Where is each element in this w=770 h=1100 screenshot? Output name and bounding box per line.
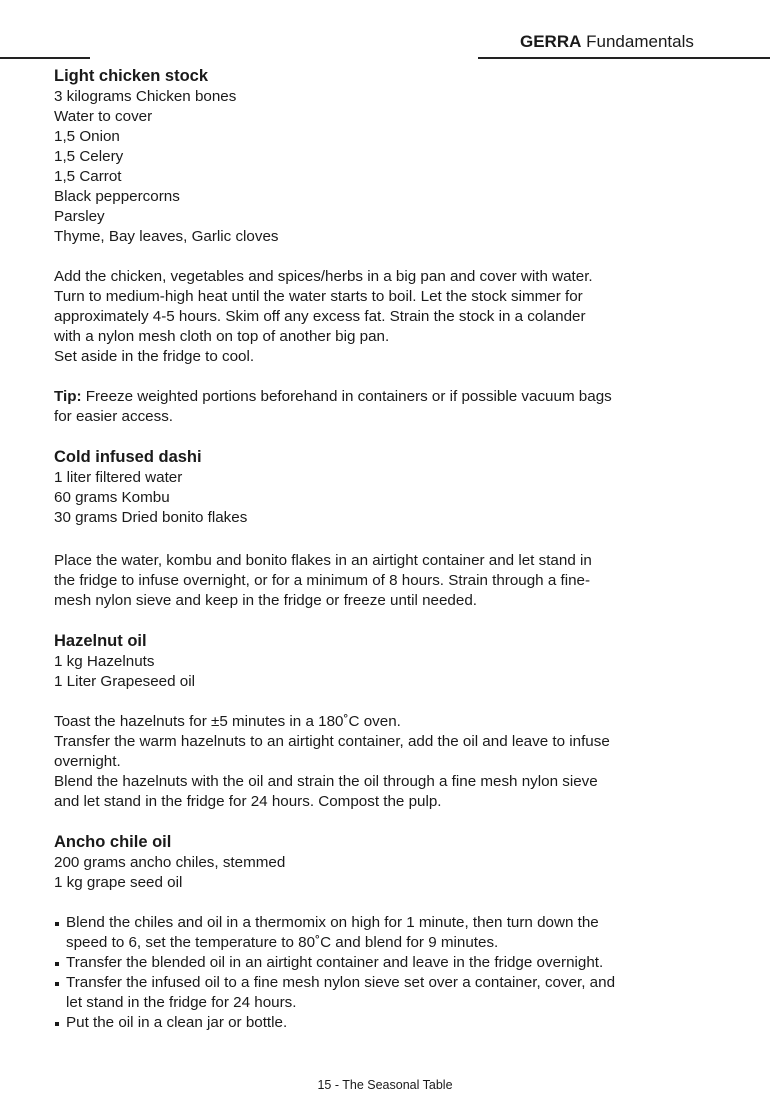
ingredient-line: 1 Liter Grapeseed oil [54, 673, 195, 690]
step-item [54, 973, 724, 1013]
steps-ancho [54, 913, 724, 1033]
step-line: Transfer the blended oil in an airtight container and leave in the fridge overnight. [66, 954, 604, 971]
step-line: Transfer the infused oil to a fine mesh nylon sieve set over a container, cover, and [66, 974, 616, 991]
section-heading-hazelnut: Hazelnut oil [54, 632, 147, 650]
ingredient-line: 1,5 Onion [54, 128, 120, 145]
method-line: overnight. [54, 753, 121, 770]
method-hazelnut [54, 712, 724, 812]
method-line: Set aside in the fridge to cool. [54, 348, 255, 365]
tip-text: Freeze weighted portions beforehand in containers or if possible vacuum bags [81, 388, 612, 405]
header-rule-left [0, 57, 90, 59]
bullet-icon [55, 1022, 59, 1026]
header-rule-right [478, 57, 770, 59]
ingredient-line: 30 grams Dried bonito flakes [54, 509, 248, 526]
method-line: the fridge to infuse overnight, or for a minimum of 8 hours. Strain through a fine- [54, 572, 591, 589]
section-heading-dashi: Cold infused dashi [54, 448, 202, 466]
ingredients-hazelnut [54, 652, 724, 692]
step-line: Blend the chiles and oil in a thermomix on high for 1 minute, then turn down the [66, 914, 599, 931]
ingredients-ancho [54, 853, 724, 893]
method-line: Add the chicken, vegetables and spices/herbs in a big pan and cover with water. [54, 268, 593, 285]
method-line: Toast the hazelnuts for ±5 minutes in a 180˚C oven. [54, 713, 401, 730]
ingredients-dashi [54, 468, 724, 528]
method-line: mesh nylon sieve and keep in the fridge or freeze until needed. [54, 592, 477, 609]
ingredient-line: Water to cover [54, 108, 153, 125]
ingredient-line: 1 liter filtered water [54, 469, 183, 486]
tip-label: Tip: [54, 388, 82, 405]
method-line: with a nylon mesh cloth on top of another big pan. [54, 328, 390, 345]
method-line: and let stand in the fridge for 24 hours. Compost the pulp. [54, 793, 442, 810]
bullet-icon [55, 962, 59, 966]
step-line: let stand in the fridge for 24 hours. [66, 994, 297, 1011]
step-line: Put the oil in a clean jar or bottle. [66, 1014, 288, 1031]
method-chicken [54, 267, 724, 367]
section-heading-ancho: Ancho chile oil [54, 833, 172, 851]
ingredient-line: Parsley [54, 208, 105, 225]
ingredient-line: 60 grams Kombu [54, 489, 170, 506]
method-line: approximately 4-5 hours. Skim off any excess fat. Strain the stock in a colander [54, 308, 586, 325]
ingredient-line: 200 grams ancho chiles, stemmed [54, 854, 286, 871]
page-header [520, 32, 694, 52]
step-line: speed to 6, set the temperature to 80˚C and blend for 9 minutes. [66, 934, 499, 951]
header-brand: GERRA [520, 32, 582, 51]
section-heading-chicken: Light chicken stock [54, 67, 209, 85]
ingredient-line: Black peppercorns [54, 188, 180, 205]
method-dashi [54, 551, 724, 611]
step-item [54, 913, 724, 953]
method-line: Blend the hazelnuts with the oil and strain the oil through a fine mesh nylon sieve [54, 773, 598, 790]
bullet-icon [55, 922, 59, 926]
step-item [54, 1013, 724, 1033]
ingredient-line: 1 kg Hazelnuts [54, 653, 155, 670]
page-footer: 15 - The Seasonal Table [317, 1078, 453, 1092]
ingredient-line: 1,5 Carrot [54, 168, 122, 185]
tip-paragraph [54, 387, 724, 427]
tip-text: for easier access. [54, 408, 174, 425]
ingredient-line: 3 kilograms Chicken bones [54, 88, 237, 105]
method-line: Place the water, kombu and bonito flakes in an airtight container and let stand in [54, 552, 592, 569]
ingredient-line: Thyme, Bay leaves, Garlic cloves [54, 228, 279, 245]
method-line: Transfer the warm hazelnuts to an airtight container, add the oil and leave to infuse [54, 733, 610, 750]
method-line: Turn to medium-high heat until the water starts to boil. Let the stock simmer for [54, 288, 583, 305]
ingredient-line: 1 kg grape seed oil [54, 874, 183, 891]
ingredients-chicken [54, 87, 724, 247]
header-title: Fundamentals [581, 32, 694, 51]
recipe-content [54, 66, 724, 1033]
ingredient-line: 1,5 Celery [54, 148, 124, 165]
step-item [54, 953, 724, 973]
bullet-icon [55, 982, 59, 986]
